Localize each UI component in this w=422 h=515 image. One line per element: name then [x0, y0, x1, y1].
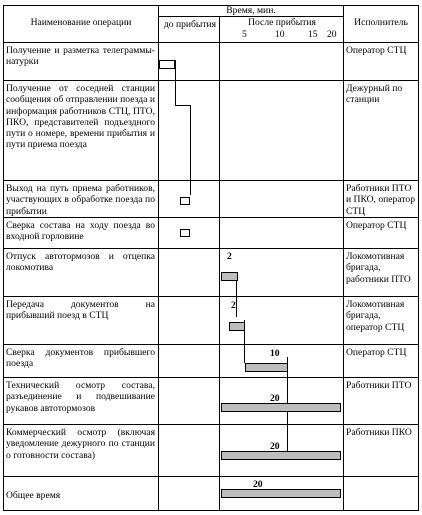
header-after: После прибытия — [248, 17, 316, 28]
tick-20: 20 — [327, 29, 337, 40]
row-divider — [3, 42, 419, 43]
task-marker-box — [180, 197, 190, 205]
duration-bar — [221, 451, 341, 460]
executor-cell: Локомотивная бригада, работники ПТО — [346, 251, 411, 285]
operation-cell: Сверка документов прибывшего поезда — [6, 347, 155, 370]
executor-cell: Дежурный по станции — [346, 83, 403, 106]
executor-cell: Оператор СТЦ — [346, 347, 407, 358]
operation-cell: Сверка состава на ходу поезда во входной горловине — [6, 220, 155, 243]
task-marker-box — [180, 229, 190, 237]
duration-bar — [221, 272, 238, 281]
operation-cell: Общее время — [6, 490, 61, 501]
executor-cell: Работники ПТО — [346, 380, 412, 391]
executor-cell: Оператор СТЦ — [346, 45, 407, 56]
tick-15: 15 — [308, 29, 318, 40]
operation-cell: Отпуск автотормозов и отцепка локомотива — [6, 251, 155, 274]
duration-label: 20 — [270, 393, 280, 404]
row-divider — [3, 180, 419, 181]
row-divider — [3, 217, 419, 218]
duration-label: 20 — [253, 479, 263, 490]
row-divider — [3, 296, 419, 297]
row-divider — [3, 424, 419, 425]
row-divider — [3, 476, 419, 477]
duration-bar — [229, 322, 245, 331]
duration-bar — [221, 489, 341, 498]
row-divider — [3, 248, 419, 249]
executor-cell: Оператор СТЦ — [346, 220, 407, 231]
tick-10: 10 — [275, 29, 285, 40]
executor-cell: Локомотивная бригада, оператор СТЦ — [346, 299, 405, 333]
executor-cell: Работники ПКО — [346, 427, 412, 438]
column-divider — [219, 17, 220, 511]
operation-cell: Коммерческий осмотр (включая уведомление дежурного по станции о готовности состава) — [6, 427, 155, 461]
duration-label: 20 — [270, 441, 280, 452]
duration-bar — [221, 403, 341, 412]
duration-bar — [245, 363, 288, 372]
connector-line — [175, 105, 191, 106]
duration-label: 10 — [270, 348, 280, 359]
table-border-bottom — [3, 510, 419, 511]
operation-cell: Получение и разметка телеграммы-натурки — [6, 45, 155, 68]
header-operation: Наименование операции — [30, 17, 132, 28]
operation-cell: Получение от соседней станции сообщения об отправлении поезда и информация работников СТЦ, ПТО, ПКО, представителей подъездного пути о номере, времени прибытия и пути приема поезда — [6, 83, 155, 151]
executor-cell: Работники ПТО и ПКО, оператор СТЦ — [346, 183, 416, 217]
operation-cell: Технический осмотр состава, разъединение и подвешивание рукавов автотормозов — [6, 380, 155, 414]
row-divider — [3, 80, 419, 81]
header-time: Время, мин. — [226, 5, 276, 16]
tick-5: 5 — [242, 29, 247, 40]
operation-cell: Выход на путь приема работников, участвующих в обработке поезда по прибытии — [6, 183, 155, 217]
duration-label: 2 — [231, 300, 236, 311]
connector-line — [190, 105, 191, 195]
task-marker-box — [159, 60, 175, 69]
row-divider — [3, 344, 419, 345]
operation-cell: Передача документов на прибывший поезд в СТЦ — [6, 299, 155, 322]
duration-label: 2 — [227, 251, 232, 262]
connector-line — [175, 60, 176, 106]
header-executor: Исполнитель — [354, 17, 408, 28]
row-divider — [3, 377, 419, 378]
header-before: до прибытия — [163, 19, 217, 30]
